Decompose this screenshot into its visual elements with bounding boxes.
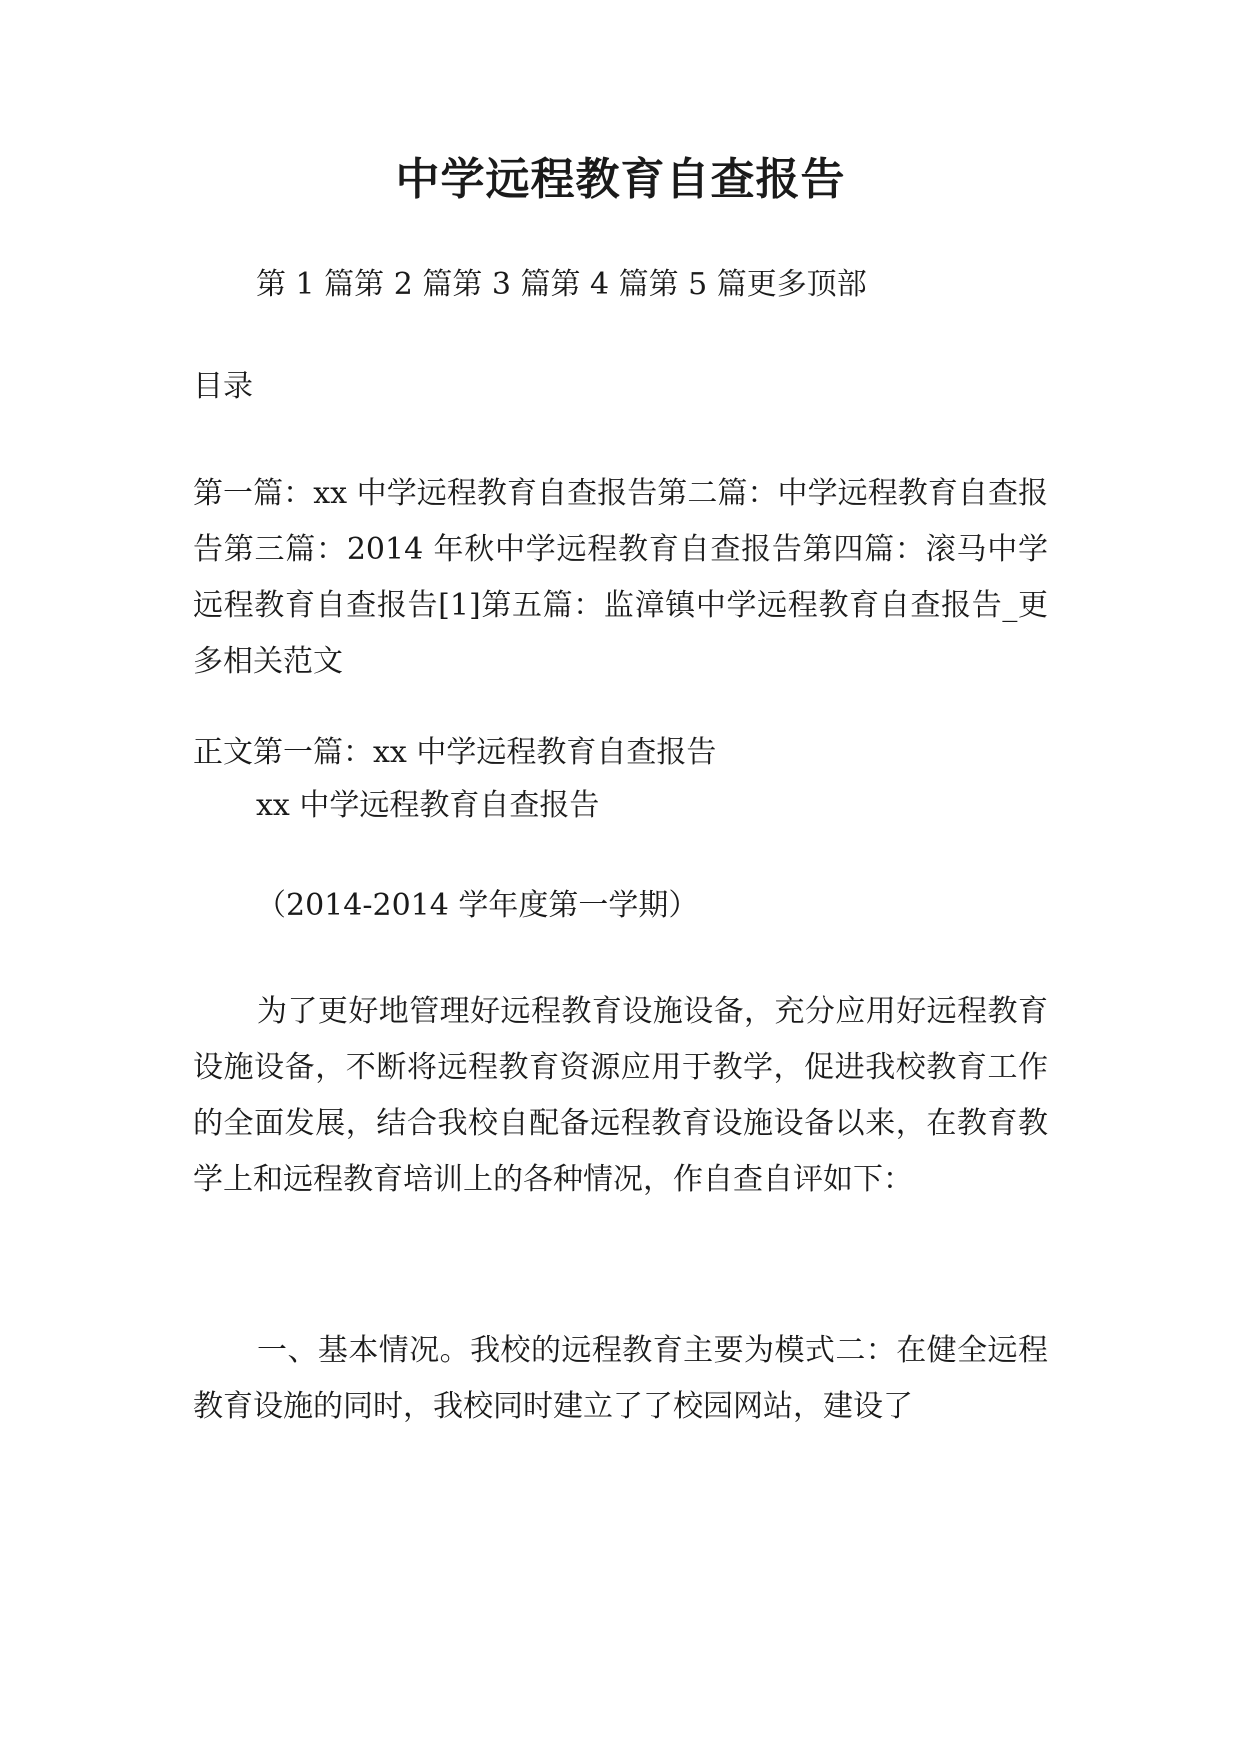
paragraph-intro: 为了更好地管理好远程教育设施设备，充分应用好远程教育设施设备，不断将远程教育资源应用于教学，促进我校教育工作的全面发展，结合我校自配备远程教育设施设备以来，在教育教学上和远程教育培训上的各种情况，作自查自评如下： — [193, 994, 1048, 1197]
article-nav-line: 第 1 篇第 2 篇第 3 篇第 4 篇第 5 篇更多顶部 — [256, 267, 867, 302]
article-subtitle: xx 中学远程教育自查报告 — [256, 788, 600, 823]
term-label: （2014-2014 学年度第一学期） — [256, 888, 699, 923]
toc-heading: 目录 — [193, 369, 253, 404]
toc-text: 第一篇：xx 中学远程教育自查报告第二篇：中学远程教育自查报告第三篇：2014 年秋中学远程教育自查报告第四篇：滚马中学远程教育自查报告[1]第五篇：监漳镇中学远程教育自查报告_更多相关范文 — [193, 476, 1048, 679]
document-title: 中学远程教育自查报告 — [395, 154, 846, 205]
paragraph-basic-situation: 一、基本情况。我校的远程教育主要为模式二：在健全远程教育设施的同时，我校同时建立了了校园网站，建设了 — [193, 1333, 1048, 1424]
body-heading: 正文第一篇：xx 中学远程教育自查报告 — [193, 735, 717, 770]
